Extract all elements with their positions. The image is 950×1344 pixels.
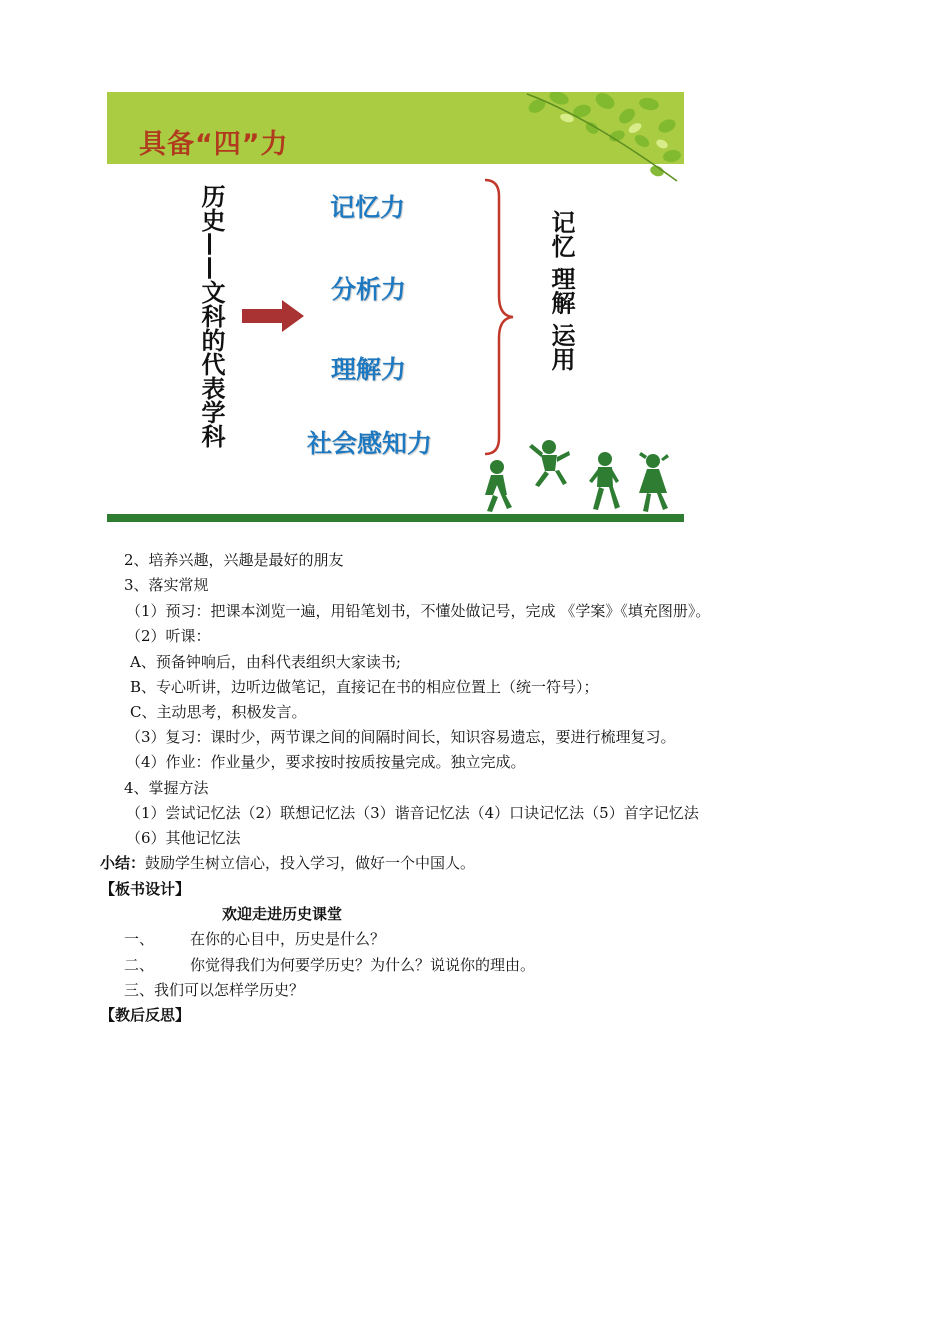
- arrow-right-icon: [242, 300, 304, 332]
- board-item-text: 你觉得我们为何要学历史？为什么？说说你的理由。: [190, 956, 536, 974]
- leaves-decoration-icon: [507, 92, 684, 186]
- running-children-icon: [477, 437, 677, 517]
- ability-item: 分析力: [331, 275, 407, 304]
- text-line: C、主动思考，积极发言。: [130, 703, 307, 721]
- board-item-num: 二、: [124, 956, 155, 974]
- summary-label: 小结：: [100, 854, 146, 872]
- right-brace-icon: [481, 176, 517, 458]
- text-line: 2、培养兴趣，兴趣是最好的朋友: [124, 551, 344, 569]
- text-line: （3）复习：课时少，两节课之间的间隔时间长，知识容易遗忘，要进行梳理复习。: [126, 728, 676, 746]
- ability-item: 理解力: [331, 355, 407, 384]
- slide-bottom-bar: [107, 514, 684, 522]
- text-line: （4）作业：作业量少，要求按时按质按量完成。独立完成。: [126, 753, 526, 771]
- ability-item: 记忆力: [330, 193, 406, 222]
- text-line: （6）其他记忆法: [126, 829, 241, 847]
- text-line: （1）尝试记忆法（2）联想记忆法（3）谐音记忆法（4）口诀记忆法（5）首字记忆法: [126, 804, 699, 822]
- ability-item: 社会感知力: [307, 429, 433, 458]
- summary-text: 鼓励学生树立信心，投入学习，做好一个中国人。: [145, 854, 476, 872]
- text-line: A、预备钟响后，由科代表组织大家读书;: [130, 653, 401, 671]
- summary-line: [100, 852, 475, 873]
- reflection-heading: 【教后反思】: [100, 1006, 191, 1024]
- text-line: 3、落实常规: [124, 576, 209, 594]
- text-line: （1）预习：把课本浏览一遍，用铅笔划书，不懂处做记号，完成 《学案》《填充图册》。: [126, 602, 711, 620]
- board-item-3: 三、我们可以怎样学历史？: [124, 981, 305, 999]
- text-line: 4、掌握方法: [124, 779, 209, 797]
- board-item-num: 一、: [124, 930, 155, 948]
- text-line: B、专心听讲，边听边做笔记，直接记在书的相应位置上（统一符号）；: [130, 678, 599, 696]
- board-item-text: 在你的心目中，历史是什么？: [190, 930, 386, 948]
- slide-right-vertical-text: 记忆 理解 运用: [547, 210, 575, 371]
- slide-title: 具备“四”力: [139, 129, 289, 160]
- board-heading: 【板书设计】: [100, 880, 191, 898]
- slide-left-vertical-text: 历史——文科的代表学科: [197, 184, 225, 448]
- slide-image: [107, 92, 684, 522]
- board-title: 欢迎走进历史课堂: [222, 905, 343, 923]
- text-line: （2）听课：: [126, 627, 211, 645]
